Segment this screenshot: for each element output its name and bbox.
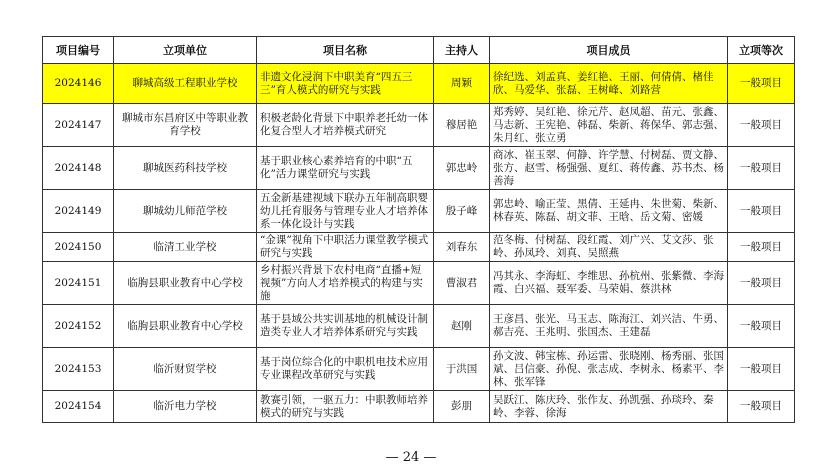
cell-project-id: 2024148 (43, 147, 114, 190)
table-row (43, 190, 795, 233)
cell-members: 王彦昌、张光、马玉志、陈海江、刘兴洁、牛勇、郝吉亮、王兆明、张国杰、王建磊 (490, 305, 728, 348)
cell-unit: 聊城高级工程职业学校 (114, 64, 257, 104)
cell-host: 于洪国 (434, 348, 490, 391)
cell-level: 一般项目 (728, 348, 795, 391)
header-level: 立项等次 (728, 37, 795, 64)
cell-host: 郭忠岭 (434, 147, 490, 190)
cell-project-id: 2024150 (43, 233, 114, 262)
cell-project-id: 2024154 (43, 391, 114, 423)
cell-project-id: 2024152 (43, 305, 114, 348)
cell-project-name: 乡村振兴背景下农村电商“直播+短视频”方向人才培养模式的构建与实施 (257, 262, 434, 305)
cell-level: 一般项目 (728, 147, 795, 190)
cell-members: 郭忠岭、喻正莹、黑倩、王延冉、朱世菊、柴新、林春英、陈磊、胡文菲、王晗、岳文菊、密媛 (490, 190, 728, 233)
cell-project-id: 2024153 (43, 348, 114, 391)
page-number: — 24 — (385, 450, 437, 465)
table-row (43, 233, 795, 262)
cell-members: 孙文波、韩宝栋、孙运雷、张晓刚、杨秀丽、张国斌、吕信豪、孙倪、张志成、李树永、杨素平、李林、张军锋 (490, 348, 728, 391)
cell-level: 一般项目 (728, 305, 795, 348)
cell-unit: 聊城医药科技学校 (114, 147, 257, 190)
cell-unit: 聊城幼儿师范学校 (114, 190, 257, 233)
cell-level: 一般项目 (728, 391, 795, 423)
cell-project-id: 2024151 (43, 262, 114, 305)
cell-host: 殷子峰 (434, 190, 490, 233)
cell-host: 周颖 (434, 64, 490, 104)
cell-unit: 临朐县职业教育中心学校 (114, 305, 257, 348)
cell-unit: 临清工业学校 (114, 233, 257, 262)
cell-project-name: 积极老龄化背景下中职养老托幼一体化复合型人才培养模式研究 (257, 104, 434, 147)
cell-host: 曹淑君 (434, 262, 490, 305)
table-header-row (43, 37, 795, 64)
cell-members: 冯其永、李海虹、李维思、孙杭州、张紫微、李海霞、白兴福、聂军委、马荣娟、蔡洪林 (490, 262, 728, 305)
cell-project-id: 2024149 (43, 190, 114, 233)
cell-members: 吴跃江、陈庆玲、张作友、孙凯强、孙琰玲、秦岭、李蓉、徐海 (490, 391, 728, 423)
cell-level: 一般项目 (728, 190, 795, 233)
table-row (43, 147, 795, 190)
header-members: 项目成员 (490, 37, 728, 64)
cell-unit: 临沂财贸学校 (114, 348, 257, 391)
cell-level: 一般项目 (728, 262, 795, 305)
table-row (43, 64, 795, 104)
header-unit: 立项单位 (114, 37, 257, 64)
header-project-id: 项目编号 (43, 37, 114, 64)
cell-project-name: “金课”视角下中职活力课堂教学模式研究与实践 (257, 233, 434, 262)
cell-host: 刘春东 (434, 233, 490, 262)
cell-project-id: 2024147 (43, 104, 114, 147)
cell-members: 商冰、崔玉翠、何静、许学慧、付树磊、贾文静、张方、赵雪、杨强强、夏红、蒋传鑫、苏书杰、杨善海 (490, 147, 728, 190)
table-row (43, 305, 795, 348)
project-table (42, 36, 795, 423)
cell-project-name: 基于县域公共实训基地的机械设计制造类专业人才培养体系研究与实践 (257, 305, 434, 348)
cell-level: 一般项目 (728, 104, 795, 147)
cell-unit: 临沂电力学校 (114, 391, 257, 423)
cell-project-name: 非遗文化浸润下中职美育“四五三三”育人模式的研究与实践 (257, 64, 434, 104)
cell-host: 彭朋 (434, 391, 490, 423)
cell-members: 徐纪选、刘孟真、姜红艳、王丽、何倩倩、楮佳欣、马爱华、张磊、王树峰、刘路营 (490, 64, 728, 104)
table-row (43, 391, 795, 423)
header-host: 主持人 (434, 37, 490, 64)
table-row (43, 262, 795, 305)
cell-host: 赵刚 (434, 305, 490, 348)
table-row (43, 104, 795, 147)
cell-project-name: 五金新基建视域下联办五年制高职婴幼儿托育服务与管理专业人才培养体系一体化设计与实践 (257, 190, 434, 233)
cell-unit: 聊城市东昌府区中等职业教育学校 (114, 104, 257, 147)
cell-level: 一般项目 (728, 64, 795, 104)
cell-level: 一般项目 (728, 233, 795, 262)
header-project-name: 项目名称 (257, 37, 434, 64)
cell-members: 郑秀婷、吴红艳、徐元芹、赵凤超、苗元、张鑫、马志新、王宪艳、韩磊、柴新、蒋保华、郭志强、朱月红、张立勇 (490, 104, 728, 147)
cell-unit: 临朐县职业教育中心学校 (114, 262, 257, 305)
cell-host: 穆居艳 (434, 104, 490, 147)
cell-project-name: 基于岗位综合化的中职机电技术应用专业课程改革研究与实践 (257, 348, 434, 391)
cell-project-id: 2024146 (43, 64, 114, 104)
cell-project-name: 基于职业核心素养培育的中职“五化”活力课堂研究与实践 (257, 147, 434, 190)
cell-project-name: 教赛引领，一驱五力：中职教师培养模式的研究与实践 (257, 391, 434, 423)
table-row (43, 348, 795, 391)
cell-members: 范冬梅、付树磊、段红霞、刘广兴、艾文莎、张岭、孙凤玲、刘真、吴照燕 (490, 233, 728, 262)
